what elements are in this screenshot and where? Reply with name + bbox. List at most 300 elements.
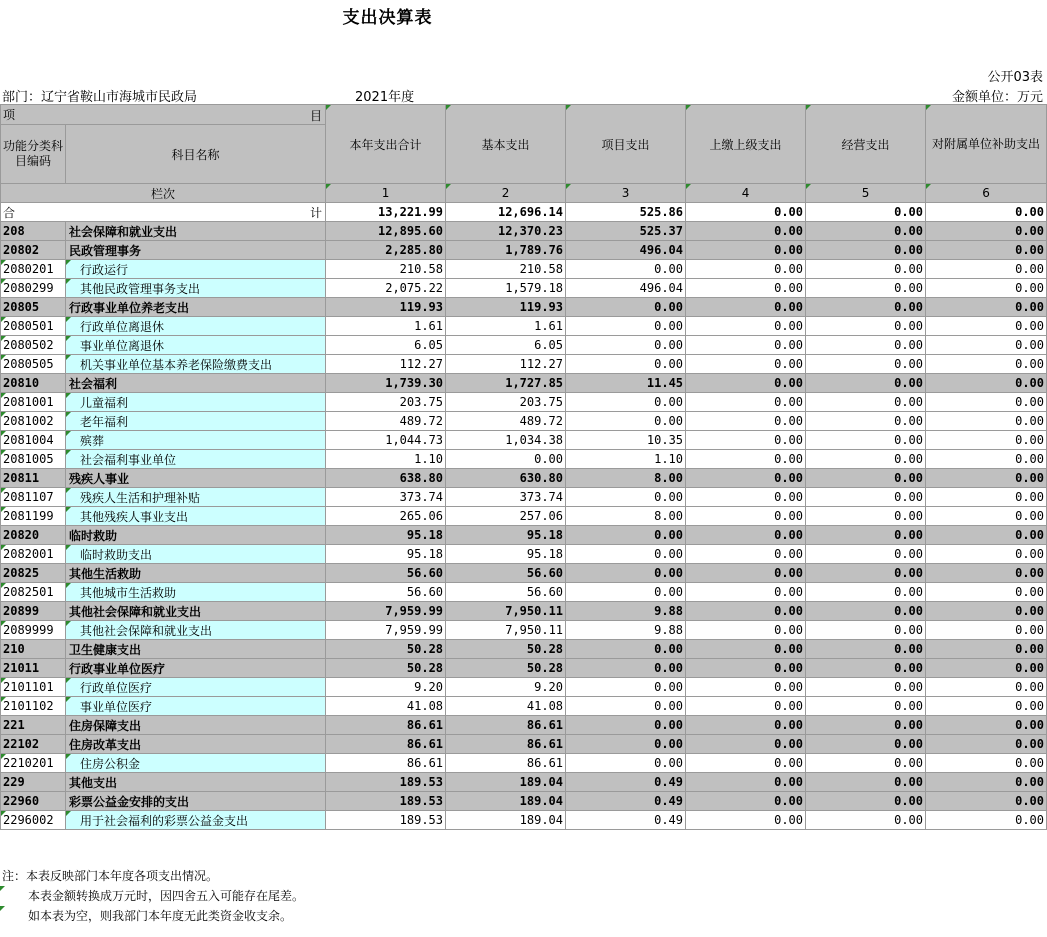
row-value: 86.61 (326, 735, 446, 754)
row-value: 0.00 (806, 241, 926, 260)
col-header-4: 上缴上级支出 (686, 105, 806, 184)
row-value: 0.00 (926, 621, 1047, 640)
row-value: 0.00 (686, 488, 806, 507)
row-value: 189.53 (326, 811, 446, 830)
total-value: 12,696.14 (446, 203, 566, 222)
row-value: 0.00 (686, 697, 806, 716)
row-value: 50.28 (326, 659, 446, 678)
row-code: 2101102 (1, 697, 66, 716)
row-code: 2081005 (1, 450, 66, 469)
row-code: 20811 (1, 469, 66, 488)
row-value: 1.10 (326, 450, 446, 469)
fiscal-year: 2021年度 (355, 90, 415, 105)
row-value: 630.80 (446, 469, 566, 488)
col-header-2: 基本支出 (446, 105, 566, 184)
row-value: 0.00 (926, 792, 1047, 811)
row-value: 0.00 (686, 412, 806, 431)
row-value: 0.00 (566, 697, 686, 716)
row-value: 0.00 (806, 773, 926, 792)
row-code: 2101101 (1, 678, 66, 697)
row-value: 0.00 (806, 336, 926, 355)
page-title: 支出决算表 (342, 8, 433, 28)
row-value: 0.00 (926, 241, 1047, 260)
row-value: 1,034.38 (446, 431, 566, 450)
row-value: 0.00 (566, 393, 686, 412)
row-value: 0.00 (926, 602, 1047, 621)
row-value: 0.00 (926, 640, 1047, 659)
row-value: 9.20 (326, 678, 446, 697)
row-code: 20805 (1, 298, 66, 317)
row-value: 373.74 (446, 488, 566, 507)
row-value: 0.00 (566, 545, 686, 564)
footnote-2: 本表金额转换成万元时，因四舍五入可能存在尾差。 (0, 886, 304, 906)
row-value: 0.00 (686, 602, 806, 621)
row-subject-name: 社会保障和就业支出 (66, 222, 326, 241)
row-value: 210.58 (446, 260, 566, 279)
row-value: 0.00 (686, 754, 806, 773)
row-value: 11.45 (566, 374, 686, 393)
row-subject-name: 其他民政管理事务支出 (66, 279, 326, 298)
row-value: 0.00 (926, 697, 1047, 716)
col-number: 2 (446, 184, 566, 203)
col-header-6: 对附属单位补助支出 (926, 105, 1047, 184)
col-number: 5 (806, 184, 926, 203)
table-row (1, 412, 1047, 431)
row-subject-name: 其他城市生活救助 (66, 583, 326, 602)
row-subject-name: 其他支出 (66, 773, 326, 792)
row-value: 56.60 (326, 564, 446, 583)
row-value: 0.49 (566, 773, 686, 792)
row-value: 6.05 (326, 336, 446, 355)
row-value: 0.00 (566, 298, 686, 317)
row-value: 0.00 (926, 526, 1047, 545)
item-label: 项 (3, 108, 16, 122)
table-row (1, 640, 1047, 659)
table-row (1, 374, 1047, 393)
row-value: 0.00 (566, 754, 686, 773)
row-value: 0.00 (686, 640, 806, 659)
row-subject-name: 行政事业单位养老支出 (66, 298, 326, 317)
row-value: 0.00 (566, 678, 686, 697)
row-value: 0.00 (806, 735, 926, 754)
row-subject-name: 住房改革支出 (66, 735, 326, 754)
row-subject-name: 老年福利 (66, 412, 326, 431)
row-value: 0.00 (806, 431, 926, 450)
mu-label: 目 (310, 109, 323, 123)
row-code: 210 (1, 640, 66, 659)
row-subject-name: 其他生活救助 (66, 564, 326, 583)
row-code: 208 (1, 222, 66, 241)
row-value: 0.00 (686, 716, 806, 735)
table-row (1, 564, 1047, 583)
row-subject-name: 其他社会保障和就业支出 (66, 602, 326, 621)
header-row-item (1, 105, 1047, 125)
row-code: 2080505 (1, 355, 66, 374)
row-value: 0.00 (806, 697, 926, 716)
row-value: 86.61 (446, 716, 566, 735)
total-value: 0.00 (806, 203, 926, 222)
table-row (1, 260, 1047, 279)
row-value: 0.00 (806, 564, 926, 583)
row-code: 2081199 (1, 507, 66, 526)
col-number: 3 (566, 184, 686, 203)
row-value: 0.00 (566, 355, 686, 374)
row-value: 0.00 (806, 678, 926, 697)
row-value: 41.08 (446, 697, 566, 716)
total-label-cell (1, 203, 326, 222)
row-value: 0.00 (566, 317, 686, 336)
row-value: 1,789.76 (446, 241, 566, 260)
row-value: 0.00 (686, 336, 806, 355)
row-value: 373.74 (326, 488, 446, 507)
row-code: 2081107 (1, 488, 66, 507)
row-value: 86.61 (446, 735, 566, 754)
col-index-label: 栏次 (1, 184, 326, 203)
row-value: 0.00 (926, 355, 1047, 374)
table-row (1, 811, 1047, 830)
row-value: 0.00 (806, 545, 926, 564)
table-row (1, 241, 1047, 260)
row-value: 0.00 (806, 355, 926, 374)
row-subject-name: 住房保障支出 (66, 716, 326, 735)
row-code: 20820 (1, 526, 66, 545)
department-label: 部门：辽宁省鞍山市海城市民政局 (2, 90, 198, 105)
row-value: 0.00 (686, 621, 806, 640)
row-value: 0.00 (806, 279, 926, 298)
row-value: 8.00 (566, 469, 686, 488)
row-value: 0.00 (686, 222, 806, 241)
row-value: 0.00 (566, 735, 686, 754)
footnote-1: 注：本表反映部门本年度各项支出情况。 (2, 869, 219, 883)
row-value: 210.58 (326, 260, 446, 279)
row-value: 0.00 (806, 659, 926, 678)
table-row (1, 317, 1047, 336)
col-number: 6 (926, 184, 1047, 203)
table-row (1, 545, 1047, 564)
row-subject-name: 殡葬 (66, 431, 326, 450)
row-value: 0.00 (806, 374, 926, 393)
row-value: 95.18 (446, 545, 566, 564)
table-row (1, 431, 1047, 450)
row-value: 0.00 (806, 754, 926, 773)
row-value: 0.00 (686, 431, 806, 450)
row-subject-name: 临时救助支出 (66, 545, 326, 564)
row-value: 0.00 (686, 450, 806, 469)
row-value: 0.00 (686, 507, 806, 526)
row-code: 2082501 (1, 583, 66, 602)
row-value: 0.00 (566, 640, 686, 659)
table-row (1, 469, 1047, 488)
row-subject-name: 住房公积金 (66, 754, 326, 773)
row-value: 0.00 (566, 336, 686, 355)
row-code: 2081004 (1, 431, 66, 450)
table-row (1, 602, 1047, 621)
row-subject-name: 机关事业单位基本养老保险缴费支出 (66, 355, 326, 374)
row-subject-name: 残疾人事业 (66, 469, 326, 488)
subject-name-header: 科目名称 (66, 125, 326, 184)
row-value: 0.00 (686, 564, 806, 583)
row-value: 0.00 (686, 792, 806, 811)
row-value: 86.61 (326, 716, 446, 735)
row-value: 0.00 (926, 811, 1047, 830)
row-value: 0.00 (806, 792, 926, 811)
table-row (1, 621, 1047, 640)
row-subject-name: 行政单位离退休 (66, 317, 326, 336)
row-code: 2080201 (1, 260, 66, 279)
col-header-5: 经营支出 (806, 105, 926, 184)
row-value: 56.60 (446, 564, 566, 583)
row-value: 0.00 (926, 488, 1047, 507)
row-value: 0.00 (926, 279, 1047, 298)
row-value: 189.53 (326, 792, 446, 811)
row-value: 189.04 (446, 773, 566, 792)
row-value: 0.00 (686, 393, 806, 412)
row-value: 189.04 (446, 792, 566, 811)
row-value: 0.49 (566, 811, 686, 830)
col-number: 1 (326, 184, 446, 203)
row-value: 496.04 (566, 241, 686, 260)
row-code: 2081002 (1, 412, 66, 431)
row-value: 0.00 (806, 317, 926, 336)
row-subject-name: 卫生健康支出 (66, 640, 326, 659)
row-value: 10.35 (566, 431, 686, 450)
row-value: 0.00 (686, 678, 806, 697)
row-value: 1,044.73 (326, 431, 446, 450)
col-header-3: 项目支出 (566, 105, 686, 184)
row-value: 257.06 (446, 507, 566, 526)
expenditure-table (0, 104, 1047, 830)
row-code: 2210201 (1, 754, 66, 773)
row-value: 0.00 (806, 507, 926, 526)
row-value: 50.28 (446, 659, 566, 678)
row-value: 0.00 (926, 735, 1047, 754)
row-value: 0.00 (686, 659, 806, 678)
row-value: 0.00 (686, 811, 806, 830)
row-value: 496.04 (566, 279, 686, 298)
row-value: 95.18 (326, 526, 446, 545)
row-value: 189.04 (446, 811, 566, 830)
row-value: 56.60 (446, 583, 566, 602)
row-value: 9.88 (566, 602, 686, 621)
row-subject-name: 行政运行 (66, 260, 326, 279)
row-value: 0.00 (686, 298, 806, 317)
row-value: 0.00 (806, 450, 926, 469)
row-subject-name: 社会福利 (66, 374, 326, 393)
table-row (1, 507, 1047, 526)
row-value: 0.00 (566, 659, 686, 678)
row-value: 0.00 (806, 412, 926, 431)
row-subject-name: 行政事业单位医疗 (66, 659, 326, 678)
row-value: 1.10 (566, 450, 686, 469)
row-code: 20810 (1, 374, 66, 393)
row-value: 0.00 (566, 412, 686, 431)
row-code: 22102 (1, 735, 66, 754)
row-value: 7,950.11 (446, 602, 566, 621)
table-row (1, 735, 1047, 754)
row-value: 0.00 (686, 773, 806, 792)
row-value: 95.18 (446, 526, 566, 545)
row-value: 0.00 (926, 659, 1047, 678)
row-value: 0.00 (566, 583, 686, 602)
row-code: 221 (1, 716, 66, 735)
row-value: 86.61 (446, 754, 566, 773)
row-value: 8.00 (566, 507, 686, 526)
row-value: 0.00 (926, 716, 1047, 735)
total-value: 0.00 (686, 203, 806, 222)
row-value: 2,285.80 (326, 241, 446, 260)
row-value: 0.00 (926, 545, 1047, 564)
row-value: 0.00 (566, 716, 686, 735)
row-value: 7,959.99 (326, 602, 446, 621)
row-code: 229 (1, 773, 66, 792)
row-value: 0.00 (926, 564, 1047, 583)
row-value: 0.00 (566, 488, 686, 507)
table-row (1, 697, 1047, 716)
form-code: 公开03表 (987, 70, 1043, 85)
row-value: 0.00 (926, 469, 1047, 488)
row-value: 0.00 (926, 773, 1047, 792)
row-value: 0.00 (926, 507, 1047, 526)
row-value: 265.06 (326, 507, 446, 526)
row-value: 0.00 (686, 241, 806, 260)
row-value: 0.00 (926, 678, 1047, 697)
row-value: 0.00 (926, 431, 1047, 450)
row-value: 0.00 (926, 450, 1047, 469)
row-value: 0.00 (806, 488, 926, 507)
row-value: 0.00 (926, 317, 1047, 336)
row-value: 0.00 (686, 545, 806, 564)
row-subject-name: 事业单位医疗 (66, 697, 326, 716)
row-value: 0.00 (806, 716, 926, 735)
row-value: 1.61 (446, 317, 566, 336)
row-value: 0.00 (806, 640, 926, 659)
row-value: 112.27 (446, 355, 566, 374)
row-value: 56.60 (326, 583, 446, 602)
row-value: 7,959.99 (326, 621, 446, 640)
table-row (1, 279, 1047, 298)
row-value: 95.18 (326, 545, 446, 564)
row-value: 1.61 (326, 317, 446, 336)
row-value: 9.88 (566, 621, 686, 640)
total-he: 合 (3, 205, 16, 220)
row-value: 0.00 (806, 469, 926, 488)
row-value: 50.28 (326, 640, 446, 659)
row-value: 0.00 (926, 583, 1047, 602)
row-value: 0.00 (686, 583, 806, 602)
row-value: 0.00 (806, 260, 926, 279)
row-code: 2082001 (1, 545, 66, 564)
table-row (1, 716, 1047, 735)
row-value: 638.80 (326, 469, 446, 488)
row-value: 203.75 (326, 393, 446, 412)
row-value: 0.00 (926, 374, 1047, 393)
table-row (1, 298, 1047, 317)
row-subject-name: 行政单位医疗 (66, 678, 326, 697)
row-value: 0.00 (806, 583, 926, 602)
item-header-cell (1, 105, 326, 125)
row-value: 489.72 (446, 412, 566, 431)
row-code: 22960 (1, 792, 66, 811)
total-row (1, 203, 1047, 222)
row-value: 0.00 (686, 279, 806, 298)
row-value: 0.00 (926, 412, 1047, 431)
row-value: 0.00 (686, 374, 806, 393)
row-value: 12,895.60 (326, 222, 446, 241)
row-value: 41.08 (326, 697, 446, 716)
row-subject-name: 用于社会福利的彩票公益金支出 (66, 811, 326, 830)
row-value: 112.27 (326, 355, 446, 374)
table-row (1, 583, 1047, 602)
table-row (1, 754, 1047, 773)
footnote-3: 如本表为空，则我部门本年度无此类资金收支余。 (0, 906, 304, 926)
row-value: 0.00 (926, 336, 1047, 355)
row-subject-name: 儿童福利 (66, 393, 326, 412)
row-value: 0.00 (806, 602, 926, 621)
table-row (1, 355, 1047, 374)
table-row (1, 336, 1047, 355)
row-subject-name: 其他社会保障和就业支出 (66, 621, 326, 640)
amount-unit: 金额单位：万元 (951, 90, 1043, 105)
total-value: 525.86 (566, 203, 686, 222)
row-value: 0.00 (686, 355, 806, 374)
row-subject-name: 社会福利事业单位 (66, 450, 326, 469)
row-value: 0.00 (686, 317, 806, 336)
row-subject-name: 事业单位离退休 (66, 336, 326, 355)
row-value: 1,739.30 (326, 374, 446, 393)
row-value: 203.75 (446, 393, 566, 412)
row-value: 0.00 (566, 260, 686, 279)
table-row (1, 773, 1047, 792)
row-code: 2080502 (1, 336, 66, 355)
row-subject-name: 彩票公益金安排的支出 (66, 792, 326, 811)
table-row (1, 450, 1047, 469)
row-value: 0.00 (806, 393, 926, 412)
row-code: 2080501 (1, 317, 66, 336)
row-value: 189.53 (326, 773, 446, 792)
func-code-header: 功能分类科目编码 (1, 125, 66, 184)
row-value: 0.00 (926, 260, 1047, 279)
row-value: 0.00 (566, 564, 686, 583)
row-value: 119.93 (326, 298, 446, 317)
row-value: 0.00 (686, 260, 806, 279)
row-code: 2081001 (1, 393, 66, 412)
total-ji: 计 (310, 206, 323, 220)
row-value: 0.00 (806, 222, 926, 241)
row-value: 0.00 (806, 811, 926, 830)
row-value: 0.00 (806, 526, 926, 545)
row-value: 6.05 (446, 336, 566, 355)
row-value: 2,075.22 (326, 279, 446, 298)
row-value: 0.00 (686, 735, 806, 754)
row-value: 12,370.23 (446, 222, 566, 241)
row-value: 86.61 (326, 754, 446, 773)
footnotes (0, 866, 304, 926)
row-value: 1,727.85 (446, 374, 566, 393)
row-code: 2089999 (1, 621, 66, 640)
col-header-1: 本年支出合计 (326, 105, 446, 184)
total-value: 13,221.99 (326, 203, 446, 222)
row-code: 2296002 (1, 811, 66, 830)
table-row (1, 526, 1047, 545)
row-value: 119.93 (446, 298, 566, 317)
row-value: 0.00 (446, 450, 566, 469)
row-value: 0.49 (566, 792, 686, 811)
table-row (1, 222, 1047, 241)
row-value: 0.00 (926, 754, 1047, 773)
row-code: 20825 (1, 564, 66, 583)
row-subject-name: 其他残疾人事业支出 (66, 507, 326, 526)
table-row (1, 792, 1047, 811)
